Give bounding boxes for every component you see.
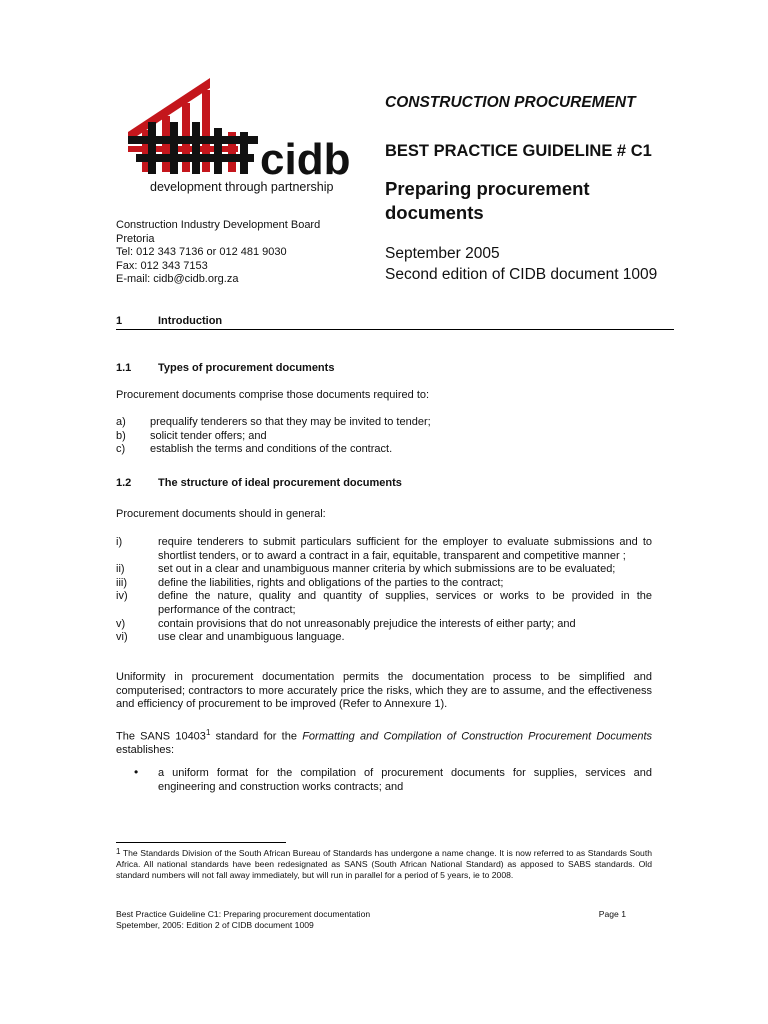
- paragraph-uniformity: Uniformity in procurement documentation permits the documentation process to be simplified and computerised; contractors to more accurately price the risks, which they are to assume, and the effectiveness and efficiency of procurement to be improved (Refer to Annexure 1).: [116, 671, 652, 711]
- list-item: [116, 443, 652, 457]
- list-marker: iii): [116, 576, 127, 589]
- footnote-number: 1: [116, 847, 121, 856]
- subsection-title: Types of procurement documents: [158, 362, 335, 374]
- sans-mid: standard for the: [210, 730, 303, 743]
- section-divider: [116, 329, 674, 330]
- list-item: [116, 430, 652, 444]
- section-1-heading: [116, 315, 674, 329]
- contact-email: E-mail: cidb@cidb.org.za: [116, 273, 239, 286]
- list-marker: b): [116, 429, 126, 442]
- page-number: Page 1: [598, 909, 626, 919]
- list-marker: i): [116, 536, 123, 548]
- list-marker: v): [116, 617, 126, 630]
- footnote-divider: [116, 842, 286, 843]
- list-marker: c): [116, 443, 126, 456]
- sans-title: Formatting and Compilation of Construction Procurement Documents: [302, 730, 652, 743]
- list-text: define the nature, quality and quantity of supplies, services or works to be provided in the performance of the contract;: [158, 590, 652, 616]
- list-item: [116, 618, 652, 632]
- footnote-ref[interactable]: 1: [205, 728, 211, 737]
- logo-wordmark: cidb: [260, 135, 351, 184]
- footnote-text: The Standards Division of the South African Bureau of Standards has undergone a name change. It is now referred to as Standards South Africa. All national standards have been redesignated as SANS (South African National Standard) as apposed to SABS standards. Old standard numbers will not fall away immediately, but will run in parallel for a period of 5 years, ie to 2008.: [116, 848, 652, 880]
- list-text: require tenderers to submit particulars sufficient for the employer to evaluate submissions and to shortlist tenders, or to award a contract in a fair, equitable, transparent and competitive manner ;: [158, 536, 652, 562]
- footnote: [116, 846, 652, 881]
- contact-city: Pretoria: [116, 232, 155, 245]
- types-list: [116, 416, 652, 457]
- contact-org: Construction Industry Development Board: [116, 219, 321, 231]
- paragraph-types-intro: Procurement documents comprise those documents required to:: [116, 389, 430, 401]
- list-marker: vi): [116, 631, 128, 644]
- bullet-icon: •: [134, 765, 139, 779]
- document-meta: [385, 243, 657, 285]
- list-item: [116, 631, 652, 645]
- subsection-title: The structure of ideal procurement documents: [158, 477, 402, 489]
- list-marker: ii): [116, 563, 125, 576]
- document-kicker: CONSTRUCTION PROCUREMENT: [385, 94, 636, 111]
- list-text: a uniform format for the compilation of procurement documents for supplies, services and engineering and construction works contracts; and: [158, 767, 652, 793]
- list-text: prequalify tenderers so that they may be invited to tender;: [150, 416, 431, 428]
- section-number: 1: [116, 315, 123, 327]
- sans-suffix: establishes:: [116, 744, 175, 757]
- paragraph-sans-standard: [116, 726, 652, 758]
- list-item: [116, 577, 652, 591]
- list-text: define the liabilities, rights and obligations of the parties to the contract;: [158, 576, 504, 589]
- subsection-number: 1.2: [116, 477, 132, 489]
- contact-fax: Fax: 012 343 7153: [116, 259, 208, 272]
- paragraph-structure-intro: Procurement documents should in general:: [116, 508, 326, 520]
- contact-tel: Tel: 012 343 7136 or 012 481 9030: [116, 246, 287, 259]
- guideline-number: BEST PRACTICE GUIDELINE # C1: [385, 142, 652, 160]
- list-text: solicit tender offers; and: [150, 429, 267, 442]
- list-item: [116, 590, 652, 617]
- section-1-2-heading: [116, 477, 652, 491]
- list-text: contain provisions that do not unreasonably prejudice the interests of either party; and: [158, 617, 576, 630]
- section-title: Introduction: [158, 315, 223, 327]
- logo-tagline: development through partnership: [150, 180, 334, 194]
- document-edition: Second edition of CIDB document 1009: [385, 266, 658, 283]
- contact-block: [116, 219, 320, 287]
- footer-line-2: Spetember, 2005: Edition 2 of CIDB document 1009: [116, 920, 314, 930]
- list-item: [116, 563, 652, 577]
- list-item: [116, 416, 652, 430]
- list-text: set out in a clear and unambiguous manner criteria by which submissions are to be evaluated;: [158, 563, 616, 576]
- list-item: [116, 536, 652, 563]
- footer-line-1: Best Practice Guideline C1: Preparing procurement documentation: [116, 909, 371, 919]
- document-title: Preparing procurement documents: [385, 178, 590, 223]
- document-date: September 2005: [385, 245, 500, 262]
- list-text: use clear and unambiguous language.: [158, 631, 345, 644]
- sans-bullet-list: [116, 767, 652, 794]
- list-marker: iv): [116, 590, 128, 603]
- section-1-1-heading: [116, 362, 652, 376]
- structure-list: [116, 536, 652, 645]
- sans-prefix: The SANS 10403: [116, 730, 206, 743]
- subsection-number: 1.1: [116, 362, 132, 374]
- list-marker: a): [116, 416, 126, 428]
- list-text: establish the terms and conditions of the contract.: [150, 443, 393, 456]
- page-footer: [116, 909, 626, 931]
- list-item: [116, 767, 652, 794]
